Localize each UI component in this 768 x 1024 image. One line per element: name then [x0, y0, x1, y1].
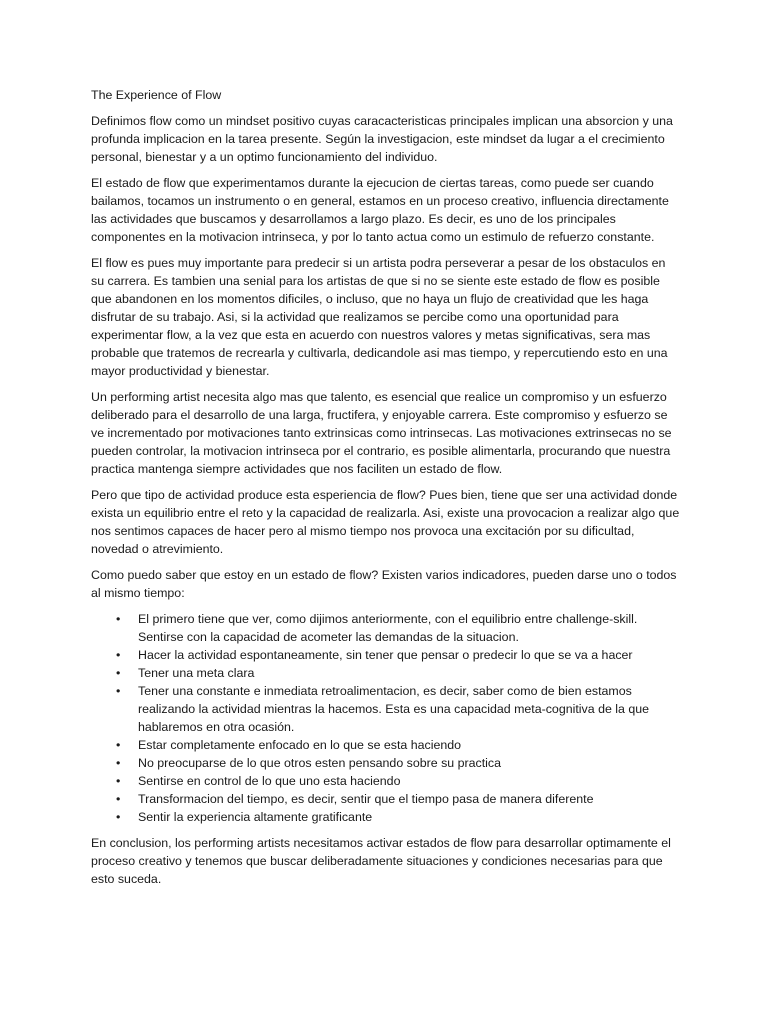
bullet-icon: • [116, 756, 121, 770]
bullet-icon: • [116, 792, 121, 806]
list-item-text: Tener una meta clara [138, 666, 255, 680]
bullet-icon: • [116, 648, 121, 662]
paragraph-importance: El flow es pues muy importante para predecir si un artista podra perseverar a pesar de los obstaculos en su carrera. Es tambien una senial para los artistas de que si no se siente este estado de flow es posible que abandonen en los momentos dificiles, o incluso, que no haya un flujo de creatividad que les haga disfrutar de su trabajo. Asi, si la actividad que realizamos se percibe como una oportunidad para experimentar flow, a la vez que esta en acuerdo con nuestros valores y metas significativas, sera mas probable que tratemos de recrearla y cultivarla, dedicandole asi mas tiempo, y repercutiendo esto en una mayor productividad y bienestar. [91, 256, 668, 378]
bullet-icon: • [116, 612, 121, 626]
list-item [116, 808, 681, 826]
list-item [116, 772, 681, 790]
list-item-text: Hacer la actividad espontaneamente, sin tener que pensar o predecir lo que se va a hacer [138, 648, 633, 662]
paragraph-definition: Definimos flow como un mindset positivo cuyas caracacteristicas principales implican una absorcion y una profunda implicacion en la tarea presente. Según la investigacion, este mindset da lugar a el crecimiento personal, bienestar y a un optimo funcionamiento del individuo. [91, 114, 673, 164]
list-item-text: No preocuparse de lo que otros esten pensando sobre su practica [138, 756, 502, 770]
bullet-icon: • [116, 666, 121, 680]
document-title: The Experience of Flow [91, 88, 222, 102]
list-item [116, 736, 681, 754]
list-item-text: Tener una constante e inmediata retroalimentacion, es decir, saber como de bien estamos realizando la actividad mientras la hacemos. Esta es una capacidad meta-cognitiva de la que hablaremos en otra ocasión. [138, 684, 650, 734]
indicator-list [91, 610, 681, 826]
list-item [116, 610, 681, 646]
list-item-text: Sentirse en control de lo que uno esta haciendo [138, 774, 401, 788]
paragraph-conclusion: En conclusion, los performing artists necesitamos activar estados de flow para desarrollar optimamente el proceso creativo y tenemos que buscar deliberadamente situaciones y condiciones necesarias para que esto suceda. [91, 836, 671, 886]
list-item [116, 790, 681, 808]
bullet-icon: • [116, 774, 121, 788]
bullet-icon: • [116, 738, 121, 752]
bullet-icon: • [116, 810, 121, 824]
list-item [116, 664, 681, 682]
paragraph-indicators-intro: Como puedo saber que estoy en un estado de flow? Existen varios indicadores, pueden darse uno o todos al mismo tiempo: [91, 568, 677, 600]
list-item-text: Estar completamente enfocado en lo que se esta haciendo [138, 738, 462, 752]
list-item [116, 682, 681, 736]
paragraph-activity-type: Pero que tipo de actividad produce esta esperiencia de flow? Pues bien, tiene que ser una actividad donde exista un equilibrio entre el reto y la capacidad de realizarla. Asi, existe una provocacion a realizar algo que nos sentimos capaces de hacer pero al mismo tiempo nos provoca una excitación por su dificultad, novedad o atrevimiento. [91, 488, 680, 556]
list-item-text: El primero tiene que ver, como dijimos anteriormente, con el equilibrio entre challenge-skill. Sentirse con la capacidad de acometer las demandas de la situacion. [138, 612, 638, 644]
bullet-icon: • [116, 684, 121, 698]
list-item [116, 646, 681, 664]
list-item-text: Sentir la experiencia altamente gratificante [138, 810, 373, 824]
document-page [91, 86, 681, 896]
list-item-text: Transformacion del tiempo, es decir, sentir que el tiempo pasa de manera diferente [138, 792, 594, 806]
list-item [116, 754, 681, 772]
paragraph-flow-state: El estado de flow que experimentamos durante la ejecucion de ciertas tareas, como puede ser cuando bailamos, tocamos un instrumento o en general, estamos en un proceso creativo, influencia directamente las actividades que buscamos y desarrollamos a largo plazo. Es decir, es uno de los principales componentes en la motivacion intrinseca, y por lo tanto actua como un estimulo de refuerzo constante. [91, 176, 669, 244]
paragraph-performing-artist: Un performing artist necesita algo mas que talento, es esencial que realice un compromiso y un esfuerzo deliberado para el desarrollo de una larga, fructifera, y enjoyable carrera. Este compromiso y esfuerzo se ve incrementado por motivaciones tanto extrinsicas como intrinsecas. Las motivaciones extrinsecas no se pueden controlar, la motivacion intrinseca por el contrario, es posible alimentarla, procurando que nuestra practica mantenga siempre actividades que nos faciliten un estado de flow. [91, 390, 672, 476]
